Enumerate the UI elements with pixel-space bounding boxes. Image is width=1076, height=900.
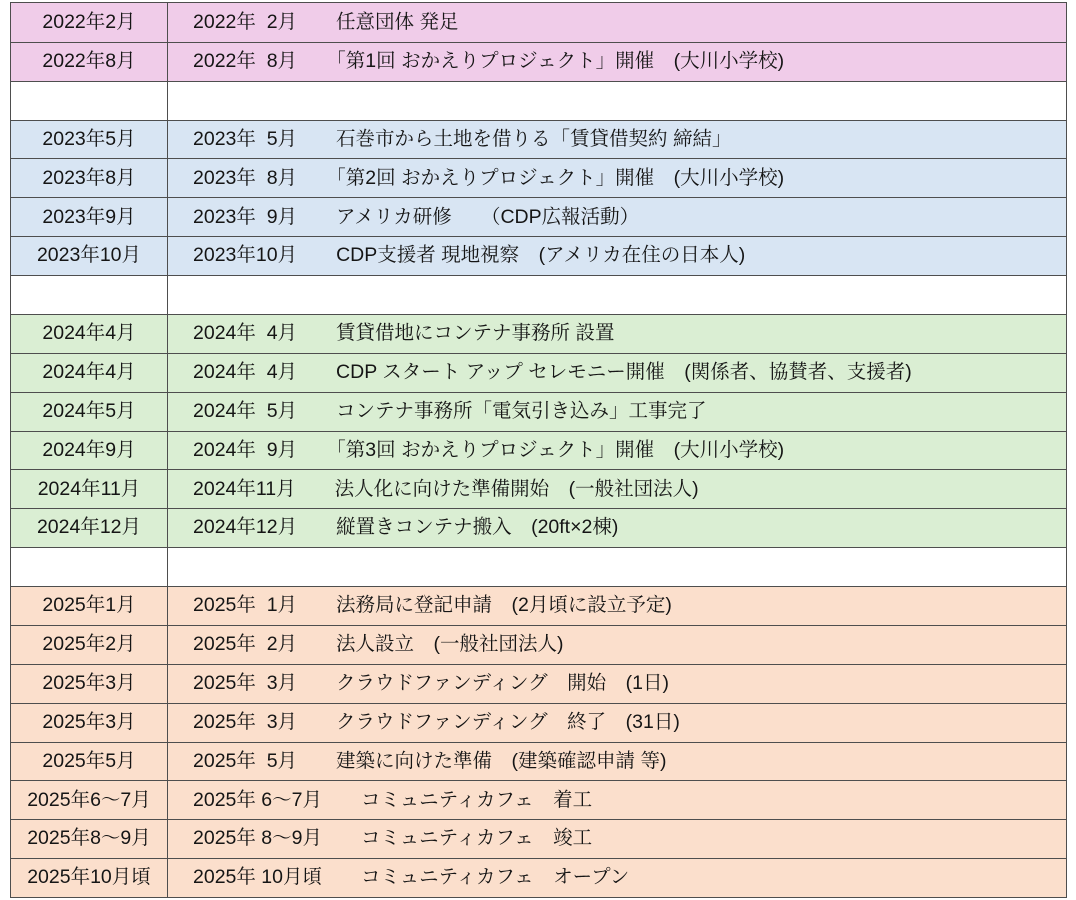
event-cell: 2024年 9月 「第3回 おかえりプロジェクト」開催 (大川小学校) [193, 438, 785, 461]
event-cell: 2024年11月 法人化に向けた準備開始 (一般社団法人) [193, 477, 699, 500]
event-cell: 2023年 8月 「第2回 おかえりプロジェクト」開催 (大川小学校) [193, 166, 785, 189]
date-cell: 2025年6〜7月 [11, 781, 168, 819]
date-cell: 2025年2月 [11, 626, 168, 664]
event-cell: 2025年 2月 法人設立 (一般社団法人) [193, 633, 564, 656]
date-cell: 2023年9月 [11, 198, 168, 236]
timeline-table [10, 2, 1067, 898]
event-cell: 2025年 10月頃 コミュニティカフェ オープン [193, 866, 630, 889]
date-cell: 2024年9月 [11, 432, 168, 470]
event-cell: 2025年 1月 法務局に登記申請 (2月頃に設立予定) [193, 594, 672, 617]
event-cell: 2025年 3月 クラウドファンディング 開始 (1日) [193, 671, 669, 694]
timeline-row [11, 81, 1066, 120]
date-cell: 2025年5月 [11, 743, 168, 781]
timeline-row [11, 197, 1066, 236]
date-cell [11, 548, 168, 586]
event-cell: 2024年 4月 CDP スタート アップ セレモニー開催 (関係者、協賛者、支援者) [193, 361, 912, 383]
timeline-row [11, 275, 1066, 314]
event-cell [168, 82, 1066, 120]
event-cell: 2022年 2月 任意団体 発足 [193, 10, 459, 33]
date-cell [11, 82, 168, 120]
date-cell: 2024年12月 [11, 509, 168, 547]
timeline-row [11, 158, 1066, 197]
event-cell: 2025年 6〜7月 コミュニティカフェ 着工 [193, 788, 593, 811]
date-cell: 2022年8月 [11, 43, 168, 81]
date-cell: 2025年8〜9月 [11, 820, 168, 858]
timeline-row [11, 469, 1066, 508]
date-cell: 2024年5月 [11, 393, 168, 431]
event-cell [168, 548, 1066, 586]
event-cell: 2025年 5月 建築に向けた準備 (建築確認申請 等) [193, 749, 667, 772]
date-cell: 2024年11月 [11, 470, 168, 508]
timeline-row [11, 3, 1066, 42]
event-cell: 2024年 4月 賃貸借地にコンテナ事務所 設置 [193, 322, 615, 345]
event-cell: 2024年12月 縦置きコンテナ搬入 (20ft×2棟) [193, 516, 619, 539]
date-cell: 2022年2月 [11, 3, 168, 42]
date-cell: 2025年10月頃 [11, 859, 168, 897]
event-cell: 2022年 8月 「第1回 おかえりプロジェクト」開催 (大川小学校) [193, 50, 785, 73]
timeline-row [11, 120, 1066, 159]
timeline-row [11, 353, 1066, 392]
timeline-row [11, 586, 1066, 625]
date-cell: 2024年4月 [11, 315, 168, 353]
timeline-row [11, 819, 1066, 858]
timeline-row [11, 431, 1066, 470]
event-cell: 2023年 9月 アメリカ研修 （CDP広報活動） [193, 205, 640, 228]
event-cell [168, 276, 1066, 314]
event-cell: 2025年 8〜9月 コミュニティカフェ 竣工 [193, 827, 593, 850]
date-cell: 2025年3月 [11, 665, 168, 703]
timeline-row [11, 664, 1066, 703]
timeline-row [11, 703, 1066, 742]
date-cell: 2025年1月 [11, 587, 168, 625]
date-cell: 2025年3月 [11, 704, 168, 742]
event-cell: 2025年 3月 クラウドファンディング 終了 (31日) [193, 710, 680, 733]
timeline-row [11, 508, 1066, 547]
timeline-row [11, 547, 1066, 586]
event-cell: 2023年10月 CDP支援者 現地視察 (アメリカ在住の日本人) [193, 244, 746, 267]
event-cell: 2023年 5月 石巻市から土地を借りる「賃貸借契約 締結」 [193, 127, 732, 150]
date-cell: 2023年8月 [11, 159, 168, 197]
timeline-row [11, 392, 1066, 431]
timeline-row [11, 742, 1066, 781]
date-cell: 2023年10月 [11, 237, 168, 275]
timeline-row [11, 236, 1066, 275]
timeline-row [11, 780, 1066, 819]
timeline-row [11, 314, 1066, 353]
timeline-row [11, 625, 1066, 664]
date-cell [11, 276, 168, 314]
event-cell: 2024年 5月 コンテナ事務所「電気引き込み」工事完了 [193, 399, 707, 422]
date-cell: 2023年5月 [11, 121, 168, 159]
date-cell: 2024年4月 [11, 354, 168, 392]
timeline-row [11, 858, 1066, 897]
timeline-row [11, 42, 1066, 81]
